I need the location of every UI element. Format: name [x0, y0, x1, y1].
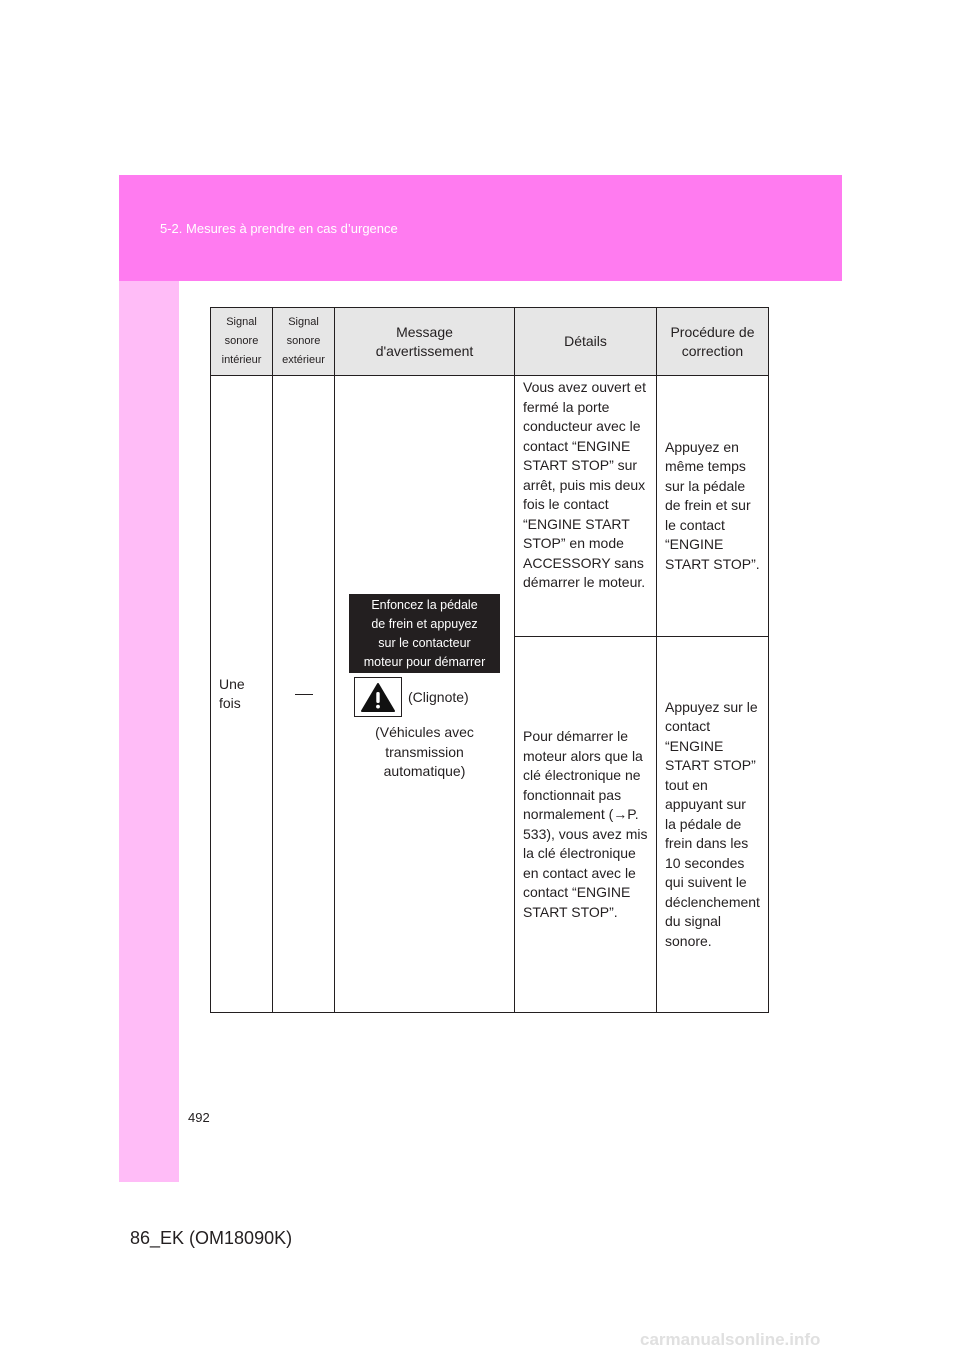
warning-triangle-icon [354, 677, 402, 717]
interior-signal-text: Une fois [219, 675, 245, 711]
vehicle-note: (Véhicules avec transmission automatique) [375, 724, 474, 780]
page-number: 492 [188, 1110, 210, 1125]
header-interior-signal: Signal sonore intérieur [211, 308, 273, 376]
message-display [349, 594, 500, 673]
footer-code: 86_EK (OM18090K) [130, 1228, 293, 1248]
header-warning-message: Message d'avertissement [335, 308, 515, 376]
exterior-signal-cell [273, 376, 335, 1013]
correction-text: Appuyez sur le contact “ENGINE START STOP” tout en appuyant sur la pédale de frein dans les 10 secondes qui suivent le déclenchement du signal sonore. [665, 698, 760, 949]
details-cell [515, 376, 657, 637]
blink-label: (Clignote) [408, 688, 469, 705]
display-line: de frein et appuyez [371, 616, 478, 631]
header-correction: Procédure de correction [657, 308, 769, 376]
message-block [335, 594, 514, 782]
correction-text: Appuyez en même temps sur la pédale de frein et sur le contact “ENGINE START STOP”. [665, 438, 760, 572]
header-details: Détails [515, 308, 657, 376]
dash-icon [295, 694, 313, 695]
side-band [119, 281, 179, 1182]
display-line: sur le contacteur [378, 635, 471, 650]
watermark: carmanualsonline.info [640, 1330, 821, 1349]
header-row [211, 308, 769, 376]
details-text: Vous avez ouvert et fermé la porte conducteur avec le contact “ENGINE START STOP” sur arrêt, puis mis deux fois le contact “ENGINE START STOP” en mode ACCESSORY sans démarrer le moteur. [523, 379, 646, 590]
message-cell [335, 376, 515, 1013]
header-exterior-signal: Signal sonore extérieur [273, 308, 335, 376]
display-line: moteur pour démarrer [363, 654, 486, 669]
display-line: Enfoncez la pédale [371, 597, 478, 612]
correction-cell [657, 376, 769, 637]
warning-table [210, 307, 769, 1013]
details-text: Pour démarrer le moteur alors que la clé électronique ne fonctionnait pas normalement (→P. 533), vous avez mis la clé électronique en contact avec le contact “ENGINE START STOP”. [523, 728, 648, 920]
warning-indicator [335, 677, 514, 717]
section-title: 5-2. Mesures à prendre en cas d’urgence [160, 221, 398, 236]
interior-signal-cell [211, 376, 273, 1013]
correction-cell [657, 637, 769, 1013]
details-cell [515, 637, 657, 1013]
table-row [211, 376, 769, 637]
